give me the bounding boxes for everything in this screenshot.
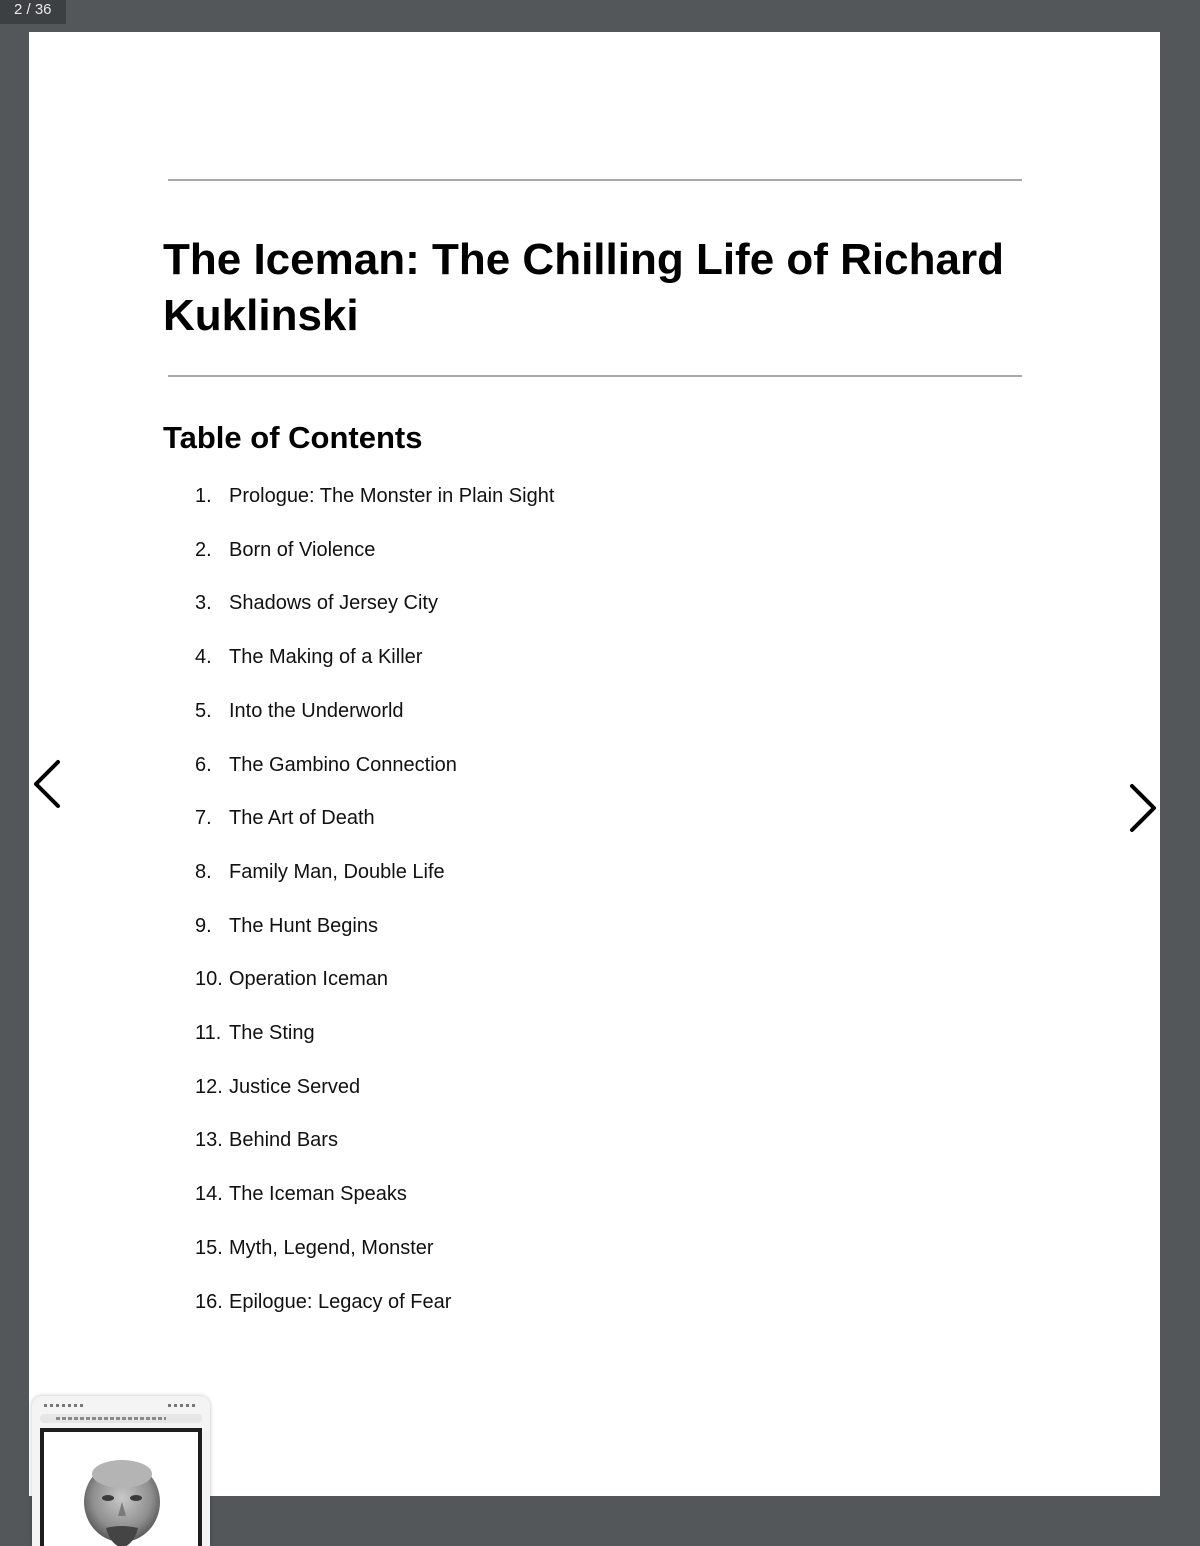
preview-status-bar [44, 1402, 198, 1408]
document-page [29, 32, 1160, 1496]
toc-number: 9. [195, 914, 212, 937]
toc-label: Myth, Legend, Monster [229, 1236, 434, 1259]
toc-label: The Hunt Begins [229, 914, 378, 937]
toc-label: Prologue: The Monster in Plain Sight [229, 485, 555, 507]
next-page-button[interactable] [1122, 778, 1162, 838]
top-divider [168, 179, 1022, 181]
preview-address-bar [40, 1414, 202, 1423]
chevron-right-icon [1122, 778, 1162, 838]
toc-label: The Iceman Speaks [229, 1183, 407, 1206]
previous-page-button[interactable] [28, 754, 68, 814]
toc-number: 3. [195, 592, 212, 615]
toc-label: Operation Iceman [229, 968, 388, 991]
toc-number: 1. [195, 485, 212, 507]
toc-number: 13. [195, 1129, 223, 1152]
toc-number: 14. [195, 1183, 223, 1206]
toc-number: 4. [195, 646, 212, 669]
chevron-left-icon [28, 754, 68, 814]
toc-label: Shadows of Jersey City [229, 592, 438, 615]
toc-number: 11. [195, 1022, 222, 1044]
preview-frame [40, 1428, 202, 1546]
toc-label: Into the Underworld [229, 699, 404, 722]
document-title: The Iceman: The Chilling Life of Richard Kuklinski [163, 235, 1004, 340]
toc-number: 5. [195, 699, 212, 722]
toc-label: Epilogue: Legacy of Fear [229, 1290, 452, 1313]
toc-label: The Sting [229, 1022, 315, 1044]
toc-label: The Art of Death [229, 807, 375, 830]
picture-in-picture-preview[interactable] [32, 1396, 210, 1546]
toc-label: Family Man, Double Life [229, 860, 445, 883]
toc-label: The Making of a Killer [229, 646, 423, 669]
toc-number: 7. [195, 807, 212, 830]
toc-label: Justice Served [229, 1075, 361, 1098]
toc-number: 10. [195, 968, 223, 991]
toc-label: Behind Bars [229, 1129, 338, 1152]
bottom-divider [168, 375, 1022, 377]
page-counter: 2 / 36 [0, 0, 66, 24]
toc-label: Born of Violence [229, 538, 376, 561]
toc-heading: Table of Contents [163, 420, 423, 455]
toc-number: 6. [195, 753, 212, 776]
toc-label: The Gambino Connection [229, 753, 457, 776]
toc-number: 2. [195, 538, 212, 561]
toc-number: 8. [195, 860, 212, 883]
toc-number: 16. [195, 1290, 223, 1313]
toc-number: 12. [195, 1075, 223, 1098]
toc-number: 15. [195, 1236, 223, 1259]
preview-page [44, 1432, 198, 1546]
portrait-photo [44, 1432, 198, 1546]
